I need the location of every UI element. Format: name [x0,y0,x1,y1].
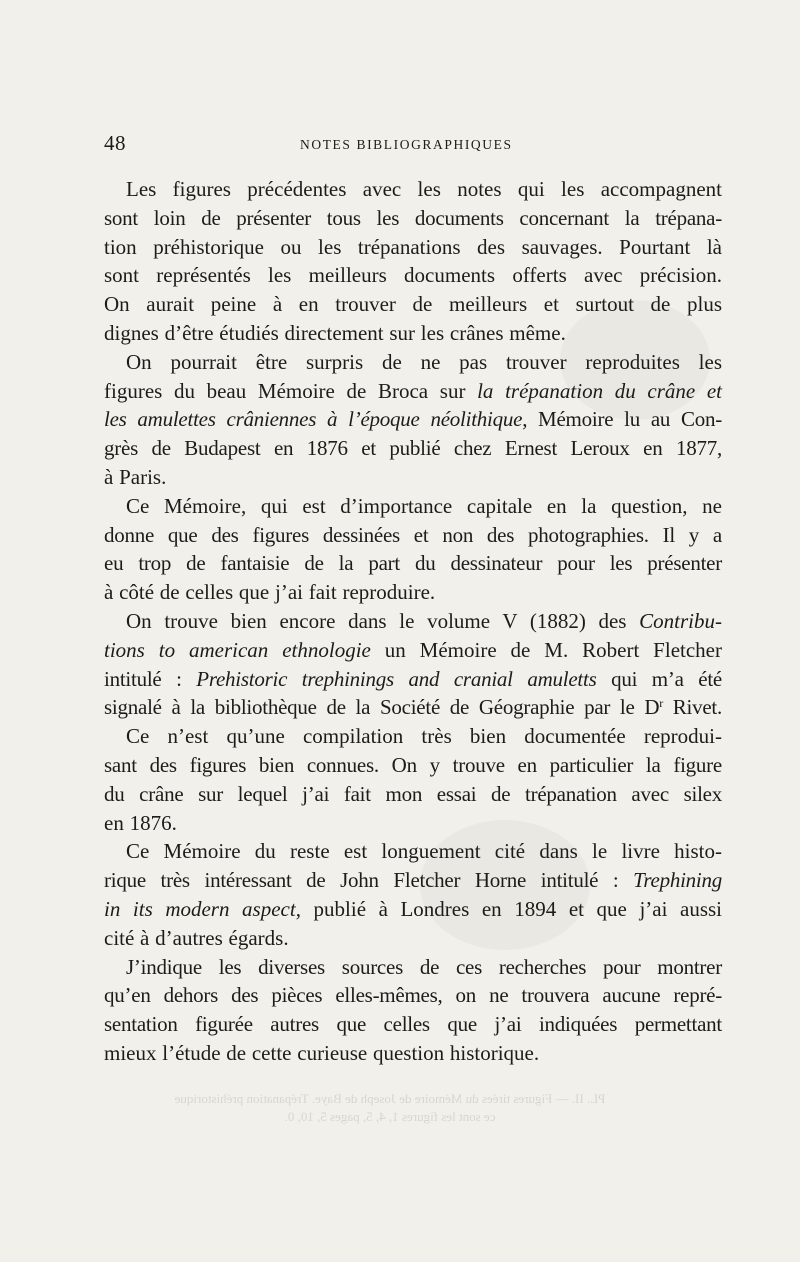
text-line: tion préhistorique ou les trépanations des sauvages. Pourtant là [104,234,722,259]
italic-title: in its modern aspect [104,896,296,921]
text-line: dignes d’être étudiés directement sur les crânes même. [104,320,566,345]
text-line: à Paris. [104,464,167,489]
text-line: à côté de celles que j’ai fait reproduire. [104,580,436,605]
italic-title: Trephining [633,868,722,893]
italic-title: Prehistoric trephinings and cranial amuletts [196,666,597,691]
italic-title: les amulettes crâniennes à l’époque néolithique [104,407,523,432]
text-line [104,405,722,434]
text-line: On pourrait être surpris de ne pas trouver reproduites les [126,349,722,374]
text-line: donne que des figures dessinées et non des photographies. Il y a [104,522,722,547]
text-line [104,665,722,694]
show-through-line: PL. II. — Figures tirées du Mémoire de Joseph de Baye. Trépanation préhistorique [174,1091,606,1106]
running-title: NOTES BIBLIOGRAPHIQUES [300,137,513,152]
text-line [104,377,722,406]
italic-title: tions to american ethnologie [104,637,371,662]
italic-title: Contribu- [639,608,722,633]
text-line [104,636,722,665]
text-line: On aurait peine à en trouver de meilleurs et surtout de plus [104,292,722,317]
text-line [104,895,722,924]
text-line: grès de Budapest en 1876 et publié chez Ernest Leroux en 1877, [104,436,722,461]
text-line: mieux l’étude de cette curieuse question historique. [104,1040,540,1065]
text-span: , publié à Londres en 1894 et que j’ai aussi [295,896,723,921]
text-span: rique très intéressant de John Fletcher Horne intitulé : [104,868,634,893]
text-span: intitulé : [104,666,197,691]
text-line: sont loin de présenter tous les documents concernant la trépana- [104,205,722,230]
text-line: Ce n’est qu’une compilation très bien documentée reprodui- [126,724,722,749]
page-header [104,131,722,157]
show-through-caption [130,1090,650,1130]
text-line: sont représentés les meilleurs documents offerts avec précision. [104,263,722,288]
text-line: Ce Mémoire, qui est d’importance capitale en la question, ne [126,493,722,518]
text-span: Rivet. [663,695,723,720]
text-line [104,693,722,722]
text-span: , Mémoire lu au Con- [522,407,722,432]
text-span: On trouve bien encore dans le volume V (1882) des [126,608,640,633]
text-span: qui m’a été [596,666,722,691]
body-text [104,175,722,1068]
text-line: qu’en dehors des pièces elles-mêmes, on ne trouvera aucune repré- [104,983,722,1008]
text-line: J’indique les diverses sources de ces recherches pour montrer [126,954,722,979]
text-span: signalé à la bibliothèque de la Société de Géographie par le D [104,695,660,720]
text-line: eu trop de fantaisie de la part du dessinateur pour les présenter [104,551,722,576]
page-number: 48 [104,131,126,155]
show-through-line: ce sont les figures 1, 4, 5, pages 5, 10, 0. [284,1109,496,1124]
text-line: sant des figures bien connues. On y trouve en particulier la figure [104,752,722,777]
text-line: Ce Mémoire du reste est longuement cité dans le livre histo- [126,839,722,864]
text-span: figures du beau Mémoire de Broca sur [104,378,478,403]
text-line: du crâne sur lequel j’ai fait mon essai de trépanation avec silex [104,781,722,806]
text-line: en 1876. [104,810,177,835]
text-line [104,866,722,895]
text-line: cité à d’autres égards. [104,925,289,950]
text-span: un Mémoire de M. Robert Fletcher [370,637,722,662]
text-line [104,607,722,636]
italic-title: la trépanation du crâne et [477,378,722,403]
superscript: r [659,696,663,711]
text-line: Les figures précédentes avec les notes qui les accompagnent [126,177,722,201]
text-line: sentation figurée autres que celles que j’ai indiquées permettant [104,1012,722,1037]
